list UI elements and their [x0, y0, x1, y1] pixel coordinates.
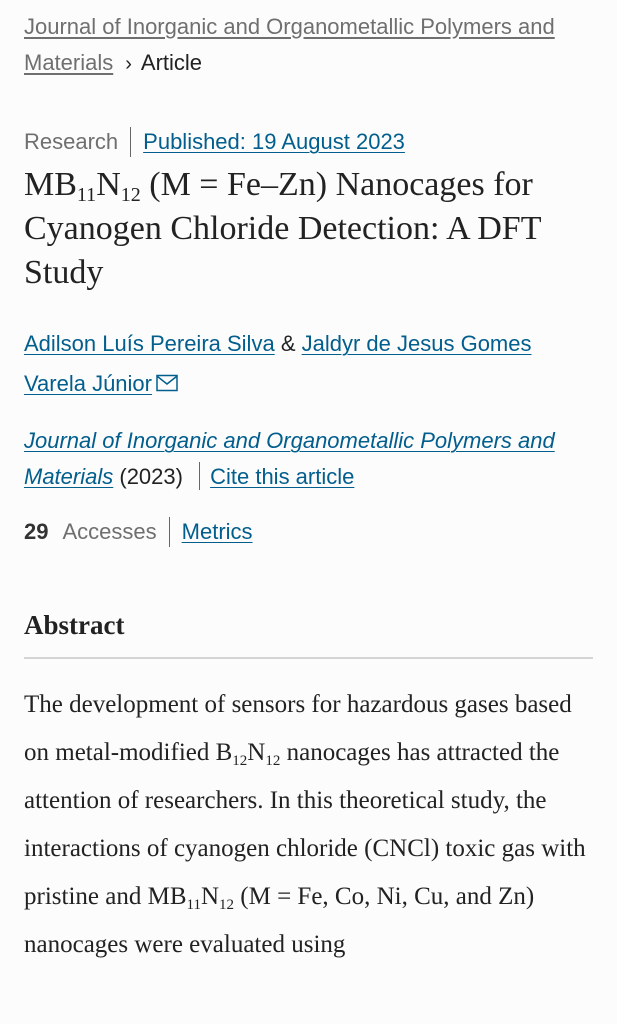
- email-icon[interactable]: [156, 374, 178, 392]
- cite-article-link[interactable]: Cite this article: [210, 464, 355, 489]
- abstract-text: [24, 681, 593, 969]
- abstract-fragment: N: [200, 883, 220, 911]
- published-date-link[interactable]: Published: 19 August 2023: [143, 129, 405, 154]
- chevron-right-icon: ›: [125, 53, 132, 75]
- title-subscript: 12: [120, 184, 141, 206]
- abstract-fragment: The development of sensors for hazardous gases based on metal-modified B: [24, 691, 572, 767]
- abstract-fragment: N: [247, 739, 266, 767]
- title-part: (M = Fe–Zn) Nanocages for Cyanogen Chloride Detection: A DFT Study: [24, 166, 541, 291]
- author-link[interactable]: Adilson Luís Pereira Silva: [24, 331, 275, 356]
- abstract-subscript: 12: [232, 753, 248, 770]
- access-label: Accesses: [62, 519, 157, 544]
- page-title: [24, 163, 593, 295]
- abstract-subscript: 11: [186, 897, 201, 914]
- divider: [130, 127, 131, 157]
- title-subscript: 11: [76, 184, 97, 206]
- title-part: MB: [24, 166, 77, 203]
- article-metrics: [24, 515, 593, 549]
- author-list: [24, 324, 593, 404]
- breadcrumb-current: Article: [140, 50, 203, 75]
- breadcrumb: [24, 0, 593, 82]
- journal-link[interactable]: Journal of Inorganic and Organometallic Polymers and Materials: [24, 428, 555, 489]
- title-part: N: [96, 166, 121, 203]
- metrics-link[interactable]: Metrics: [181, 519, 253, 544]
- abstract-subscript: 12: [219, 897, 235, 914]
- breadcrumb-journal-link[interactable]: Journal of Inorganic and Organometallic Polymers and Materials: [24, 14, 555, 75]
- abstract-fragment: (M = Fe, Co, Ni, Cu, and Zn) nanocages were evaluated using: [24, 883, 535, 959]
- author-separator: &: [280, 331, 296, 356]
- journal-citation: [24, 423, 593, 495]
- access-count: 29: [24, 519, 49, 544]
- abstract-subscript: 12: [265, 753, 281, 770]
- article-type: Research: [24, 129, 119, 154]
- journal-year: (2023): [119, 464, 183, 489]
- article-meta: [24, 125, 593, 159]
- author-link[interactable]: Jaldyr de Jesus Gomes Varela Júnior: [24, 331, 532, 396]
- divider: [169, 517, 170, 547]
- abstract-fragment: nanocages has attracted the attention of researchers. In this theoretical study, the interactions of cyanogen chloride (CNCl) toxic gas with pristine and MB: [24, 739, 586, 911]
- abstract-heading: Abstract: [24, 605, 593, 659]
- divider: [199, 462, 200, 490]
